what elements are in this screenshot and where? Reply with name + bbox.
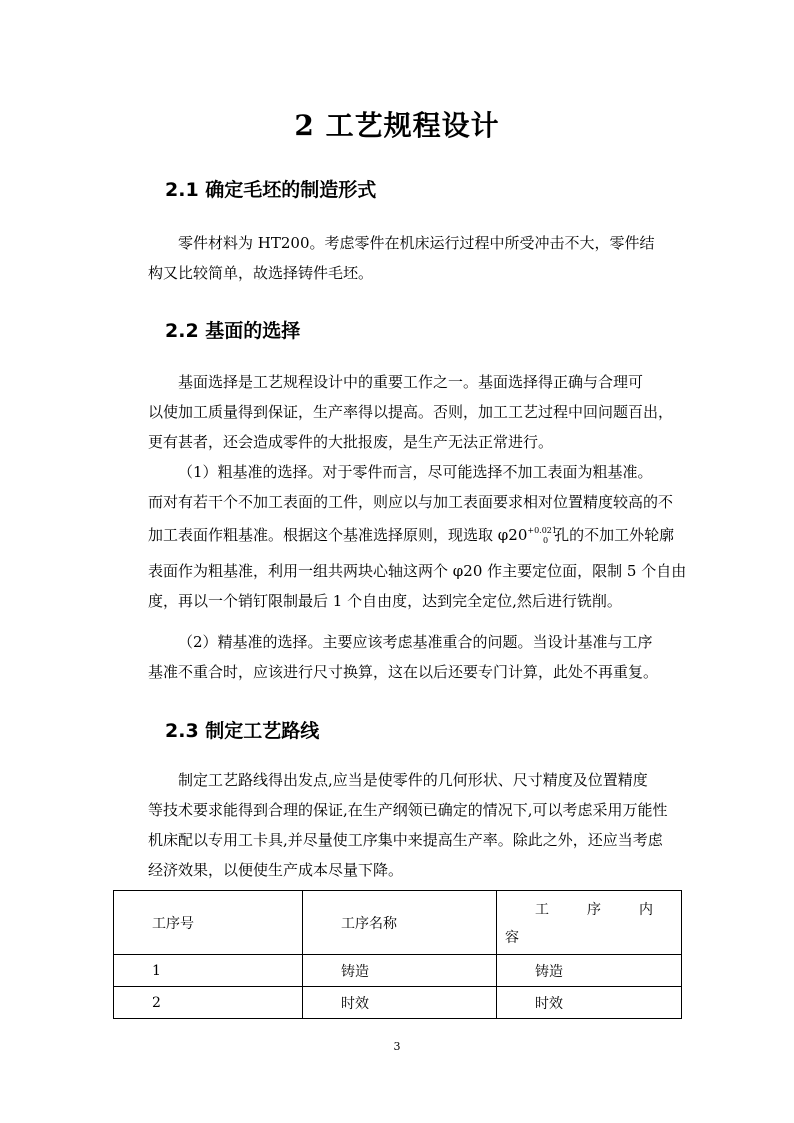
text-line: 零件材料为 HT200。考虑零件在机床运行过程中所受冲击不大，零件结 xyxy=(178,234,655,252)
section-title-2-3: 2.3 制定工艺路线 xyxy=(165,720,320,742)
page-number: 3 xyxy=(393,1040,401,1053)
section-title-2-1: 2.1 确定毛坯的制造形式 xyxy=(165,179,377,201)
section-title-2-2: 2.2 基面的选择 xyxy=(165,320,301,342)
text-line: 表面作为粗基准，利用一组共两块心轴这两个 φ20 作主要定位面，限制 5 个自由 xyxy=(148,562,687,580)
text-line: 基准不重合时，应该进行尺寸换算，这在以后还要专门计算，此处不再重复。 xyxy=(148,663,659,681)
cell-process-content: 时效 xyxy=(497,987,682,1019)
text-line: 度，再以一个销钉限制最后 1 个自由度，达到完全定位,然后进行铣削。 xyxy=(148,592,622,610)
text-line: （2）精基准的选择。主要应该考虑基准重合的问题。当设计基准与工序 xyxy=(178,633,653,651)
header-process-content xyxy=(497,891,682,955)
header-char: 容 xyxy=(505,929,519,946)
tolerance-lower: 0 xyxy=(542,536,549,545)
table-row xyxy=(114,955,682,987)
text-line: 机床配以专用工卡具,并尽量使工序集中来提高生产率。除此之外，还应当考虑 xyxy=(148,831,663,849)
text-line: （1）粗基准的选择。对于零件而言，尽可能选择不加工表面为粗基准。 xyxy=(178,463,653,481)
text-line: 制定工艺路线得出发点,应当是使零件的几何形状、尺寸精度及位置精度 xyxy=(178,771,648,789)
chapter-title: 2 工艺规程设计 xyxy=(294,109,500,142)
text-line xyxy=(148,517,678,556)
text-line: 构又比较简单，故选择铸件毛坯。 xyxy=(148,264,374,282)
header-process-no: 工序号 xyxy=(114,891,303,955)
process-table xyxy=(113,890,682,1019)
cell-process-no: 2 xyxy=(114,987,303,1019)
text-line: 以使加工质量得到保证，生产率得以提高。否则，加工工艺过程中回问题百出， xyxy=(148,403,674,421)
text-line: 而对有若干个不加工表面的工件，则应以与加工表面要求相对位置精度较高的不 xyxy=(148,493,674,511)
text-line: 等技术要求能得到合理的保证,在生产纲领已确定的情况下,可以考虑采用万能性 xyxy=(148,801,668,819)
paragraph-blank-form xyxy=(148,228,678,288)
header-process-name: 工序名称 xyxy=(303,891,497,955)
text-line: 基面选择是工艺规程设计中的重要工作之一。基面选择得正确与合理可 xyxy=(178,373,644,391)
text-segment: 加工表面作粗基准。根据这个基准选择原则，现选取 φ20 xyxy=(148,526,528,544)
cell-process-name: 时效 xyxy=(303,987,497,1019)
cell-process-no: 1 xyxy=(114,955,303,987)
table-row xyxy=(114,987,682,1019)
header-char: 内 xyxy=(639,901,653,918)
cell-process-name: 铸造 xyxy=(303,955,497,987)
header-char: 工 xyxy=(535,901,549,918)
paragraph-rough-datum xyxy=(148,457,687,616)
text-line: 更有甚者，还会造成零件的大批报废，是生产无法正常进行。 xyxy=(148,433,554,451)
paragraph-process-route xyxy=(148,765,678,885)
cell-process-content: 铸造 xyxy=(497,955,682,987)
paragraph-fine-datum xyxy=(148,627,678,687)
tolerance-upper: +0.021 xyxy=(527,526,557,535)
text-line: 经济效果，以便使生产成本尽量下降。 xyxy=(148,861,404,879)
text-segment: 孔的不加工外轮廓 xyxy=(554,526,675,544)
paragraph-datum-intro xyxy=(148,367,678,457)
table-header-row xyxy=(114,891,682,955)
header-char: 序 xyxy=(587,901,601,918)
